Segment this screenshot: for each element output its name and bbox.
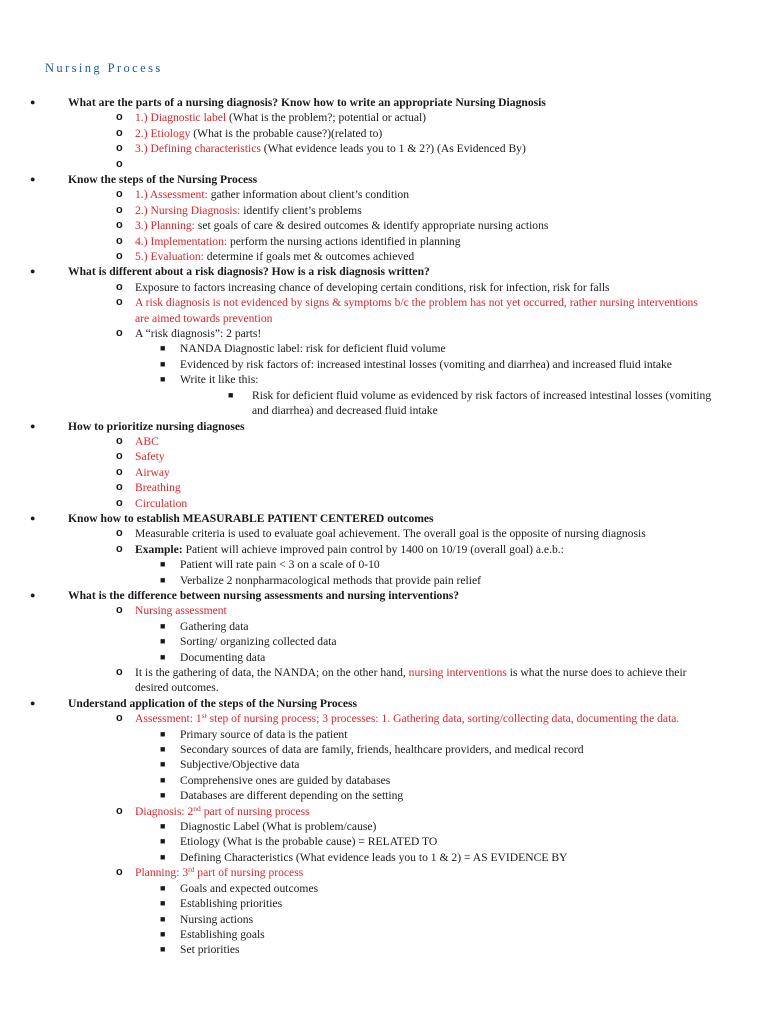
question-heading: What are the parts of a nursing diagnosis? Know how to write an appropriate Nursing Diagnosis (68, 96, 546, 109)
sub-list-item: ■ Documenting data (160, 650, 266, 664)
list-item (0, 187, 768, 202)
circle-bullet-icon: o (116, 142, 123, 155)
circle-bullet-icon: o (116, 111, 123, 124)
list-item: o A “risk diagnosis”: 2 parts! (116, 327, 262, 341)
term: 5.) Evaluation: (135, 250, 204, 264)
outline-item (0, 264, 768, 279)
sub-list-item: ■ Goals and expected outcomes (160, 881, 319, 895)
sub-list-item: ■ Defining Characteristics (What evidence leads you to 1 & 2) = AS EVIDENCE BY (160, 850, 568, 864)
term: 1.) Assessment: (135, 188, 208, 202)
list-item: o Measurable criteria is used to evaluate goal achievement. The overall goal is the opposite of nursing diagnosis (116, 527, 646, 541)
square-bullet-icon: ■ (160, 928, 166, 939)
disc-bullet-icon: ● (30, 697, 36, 708)
definition: determine if goals met & outcomes achieved (203, 250, 415, 264)
sub-list-item: ■ Patient will rate pain < 3 on a scale of 0-10 (160, 558, 380, 572)
list-item (0, 110, 768, 125)
list-item (0, 126, 768, 141)
sub-list-item: ■ NANDA Diagnostic label: risk for deficient fluid volume (160, 342, 446, 356)
square-bullet-icon: ■ (160, 620, 166, 631)
outline-item (0, 511, 768, 526)
outline (0, 95, 768, 958)
square-bullet-icon: ■ (228, 389, 234, 400)
sub-list-item: ■ Etiology (What is the probable cause) = RELATED TO (160, 835, 438, 849)
circle-bullet-icon: o (116, 666, 123, 679)
circle-bullet-icon: o (116, 527, 123, 540)
disc-bullet-icon: ● (30, 420, 36, 431)
disc-bullet-icon: ● (30, 174, 36, 185)
sub-list-item: ■ Databases are different depending on the setting (160, 789, 404, 803)
circle-bullet-icon: o (116, 604, 123, 617)
disc-bullet-icon: ● (30, 589, 36, 600)
question-heading: What is the difference between nursing assessments and nursing interventions? (68, 588, 460, 602)
outline-item (0, 172, 768, 187)
outline-item (0, 696, 768, 711)
list-item-empty (0, 157, 768, 172)
list-item: o A risk diagnosis is not evidenced by signs & symptoms b/c the problem has not yet occurred, rather nursing interventions are aimed towards prevention (116, 296, 698, 325)
circle-bullet-icon: o (116, 434, 123, 447)
list-item: o Safety (116, 450, 165, 464)
term: 3.) Defining characteristics (135, 142, 261, 156)
square-bullet-icon: ■ (160, 343, 166, 354)
square-bullet-icon: ■ (160, 913, 166, 924)
definition: (What is the problem?; potential or actual) (226, 111, 427, 125)
square-bullet-icon: ■ (160, 574, 166, 585)
list-item: o Airway (116, 465, 170, 479)
disc-bullet-icon: ● (30, 97, 36, 107)
square-bullet-icon: ■ (160, 774, 166, 785)
square-bullet-icon: ■ (160, 821, 166, 832)
circle-bullet-icon: o (116, 496, 123, 509)
sub-list-item: ■ Verbalize 2 nonpharmacological methods that provide pain relief (160, 573, 482, 587)
sub-list-item: ■ Secondary sources of data are family, friends, healthcare providers, and medical record (160, 743, 584, 757)
term: nursing interventions (408, 666, 507, 680)
list-item: o It is the gathering of data, the NANDA; on the other hand, nursing interventions is what the nurse does to achieve their desired outcomes. (116, 666, 687, 695)
list-item: o ABC (116, 434, 159, 448)
circle-bullet-icon: o (116, 280, 123, 293)
sub-list-item: ■ Subjective/Objective data (160, 758, 300, 772)
question-heading: What is different about a risk diagnosis? How is a risk diagnosis written? (68, 265, 430, 279)
list-item: o Exposure to factors increasing chance of developing certain conditions, risk for infection, risk for falls (116, 280, 610, 294)
list-item: o Diagnosis: 2nd part of nursing process (116, 803, 310, 818)
square-bullet-icon: ■ (160, 898, 166, 909)
sub-list-item: ■ Establishing goals (160, 927, 265, 941)
question-heading: Know how to establish MEASURABLE PATIENT CENTERED outcomes (68, 511, 434, 525)
sub-list-item: ■ Diagnostic Label (What is problem/cause) (160, 820, 377, 834)
definition: gather information about client’s condition (207, 188, 410, 202)
square-bullet-icon: ■ (160, 790, 166, 801)
square-bullet-icon: ■ (160, 374, 166, 385)
list-item: o Assessment: 1st step of nursing process; 3 processes: 1. Gathering data, sorting/collecting data, documenting the data. (116, 711, 680, 726)
list-item: o Planning: 3rd part of nursing process (116, 865, 304, 880)
circle-bullet-icon: o (116, 481, 123, 494)
sub-list-item: ■ Gathering data (160, 619, 249, 633)
sub-list-item: ■ Evidenced by risk factors of: increased intestinal losses (vomiting and diarrhea) and increased fluid intake (160, 357, 672, 371)
term: 4.) Implementation: (135, 234, 228, 248)
square-bullet-icon: ■ (160, 559, 166, 570)
page-title: Nursing Process (45, 61, 163, 75)
square-bullet-icon: ■ (160, 728, 166, 739)
circle-bullet-icon: o (116, 327, 123, 340)
circle-bullet-icon: o (116, 157, 123, 170)
term: Example: (135, 542, 183, 556)
outline-item (0, 95, 768, 110)
square-bullet-icon: ■ (160, 882, 166, 893)
circle-bullet-icon: o (116, 465, 123, 478)
definition: set goals of care & desired outcomes & identify appropriate nursing actions (194, 219, 549, 233)
disc-bullet-icon: ● (30, 512, 36, 523)
square-bullet-icon: ■ (160, 851, 166, 862)
sub-list-item: ■ Comprehensive ones are guided by databases (160, 773, 391, 787)
outline-item (0, 588, 768, 603)
circle-bullet-icon: o (116, 188, 123, 201)
square-bullet-icon: ■ (160, 944, 166, 955)
sub-list-item: ■ Sorting/ organizing collected data (160, 635, 337, 649)
circle-bullet-icon: o (116, 250, 123, 263)
question-heading: How to prioritize nursing diagnoses (68, 419, 245, 433)
circle-bullet-icon: o (116, 804, 123, 817)
definition: perform the nursing actions identified in planning (227, 234, 461, 248)
circle-bullet-icon: o (116, 126, 123, 139)
circle-bullet-icon: o (116, 234, 123, 247)
square-bullet-icon: ■ (160, 651, 166, 662)
square-bullet-icon: ■ (160, 759, 166, 770)
term: 1.) Diagnostic label (135, 111, 227, 125)
sub-list-item: ■ Write it like this: (160, 373, 259, 387)
circle-bullet-icon: o (116, 296, 123, 309)
definition: (What is the probable cause?)(related to) (190, 126, 383, 140)
outline-item (0, 419, 768, 434)
list-item (0, 234, 768, 249)
square-bullet-icon: ■ (160, 636, 166, 647)
square-bullet-icon: ■ (160, 836, 166, 847)
term: 2.) Nursing Diagnosis: (135, 203, 241, 217)
sub-list-item: ■ Establishing priorities (160, 897, 283, 911)
list-item (0, 203, 768, 218)
definition: identify client’s problems (240, 203, 362, 217)
sub-list-item: ■ Primary source of data is the patient (160, 727, 348, 741)
list-item: o Nursing assessment (116, 604, 227, 618)
definition: Patient will achieve improved pain control by 1400 on 10/19 (overall goal) a.e.b.: (182, 542, 564, 556)
circle-bullet-icon: o (116, 866, 123, 879)
term: 2.) Etiology (135, 126, 191, 140)
sub-sub-list-item: ■ Risk for deficient fluid volume as evidenced by risk factors of increased intestinal losses (vomiting and diarrhea) and decreased fluid intake (228, 388, 712, 418)
square-bullet-icon: ■ (160, 744, 166, 755)
square-bullet-icon: ■ (160, 358, 166, 369)
circle-bullet-icon: o (116, 450, 123, 463)
list-item (0, 141, 768, 156)
sub-list-item: ■ Nursing actions (160, 912, 254, 926)
circle-bullet-icon: o (116, 203, 123, 216)
sub-list-item: ■ Set priorities (160, 943, 240, 957)
list-item: o Breathing (116, 481, 181, 495)
list-item: o Circulation (116, 496, 188, 510)
question-heading: Know the steps of the Nursing Process (68, 173, 258, 187)
disc-bullet-icon: ● (30, 266, 36, 277)
term: 3.) Planning: (135, 219, 195, 233)
list-item (0, 542, 768, 557)
circle-bullet-icon: o (116, 219, 123, 232)
list-item (0, 249, 768, 264)
definition: (What evidence leads you to 1 & 2?) (As Evidenced By) (260, 142, 526, 156)
question-heading: Understand application of the steps of the Nursing Process (68, 696, 357, 710)
circle-bullet-icon: o (116, 712, 123, 725)
list-item (0, 218, 768, 233)
circle-bullet-icon: o (116, 542, 123, 555)
